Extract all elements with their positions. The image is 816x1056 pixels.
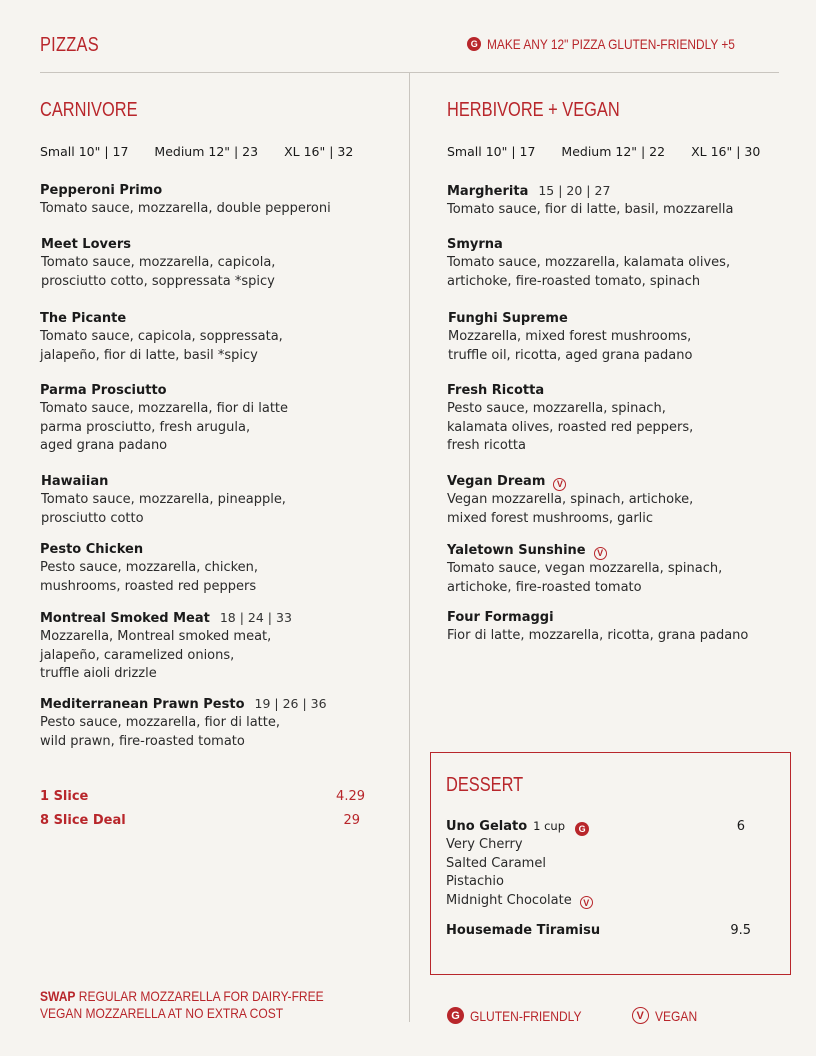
item-desc: Pesto sauce, mozzarella, spinach, — [447, 401, 666, 416]
item-name: Parma Prosciutto — [40, 383, 167, 398]
item-name-text: Margherita — [447, 184, 529, 199]
vegan-icon: V — [580, 896, 593, 909]
item-name: The Picante — [40, 311, 127, 326]
carnivore-title: CARNIVORE — [40, 99, 138, 121]
item-desc: jalapeño, caramelized onions, — [40, 647, 235, 663]
herbivore-size-xl: XL 16" | 30 — [691, 144, 761, 159]
gluten-friendly-icon: G — [467, 37, 481, 51]
item-desc: prosciutto cotto, soppressata *spicy — [41, 273, 275, 289]
menu-item-pesto-chicken — [40, 541, 380, 596]
page-title: PIZZAS — [40, 34, 99, 56]
slice-deal-price: 29 — [343, 813, 360, 828]
item-desc: aged grana padano — [40, 438, 168, 453]
item-name: Hawaiian — [41, 474, 109, 489]
item-name: Fresh Ricotta — [447, 383, 545, 398]
item-desc: Vegan mozzarella, spinach, artichoke, — [447, 492, 694, 507]
item-desc: mushrooms, roasted red peppers — [40, 578, 257, 594]
item-name: Meet Lovers — [41, 237, 131, 252]
item-desc: Tomato sauce, fior di latte, basil, mozzarella — [447, 202, 734, 217]
menu-item-fresh-ricotta — [447, 382, 787, 456]
menu-item-margherita — [447, 182, 787, 220]
menu-item-montreal-smoked-meat — [40, 609, 380, 684]
gluten-friendly-note — [467, 36, 779, 52]
herbivore-size-medium: Medium 12" | 22 — [561, 144, 666, 159]
swap-note-text: REGULAR MOZZARELLA FOR DAIRY-FREE VEGAN MOZZARELLA AT NO EXTRA COST — [40, 988, 324, 1021]
item-name-text: Montreal Smoked Meat — [40, 611, 210, 626]
menu-item-smyrna — [447, 236, 787, 291]
item-desc: wild prawn, fire-roasted tomato — [40, 733, 245, 749]
item-desc: fresh ricotta — [447, 438, 526, 453]
vegan-icon: V — [632, 1007, 649, 1024]
item-name: Funghi Supreme — [448, 311, 568, 326]
carnivore-size-small: Small 10" | 17 — [40, 144, 129, 159]
dessert-name: Housemade Tiramisu — [446, 923, 601, 938]
herbivore-size-small: Small 10" | 17 — [447, 144, 536, 159]
menu-item-parma-prosciutto — [40, 382, 380, 456]
item-desc: Pesto sauce, mozzarella, chicken, — [40, 560, 259, 575]
item-desc: artichoke, fire-roasted tomato — [447, 579, 642, 595]
menu-item-pepperoni-primo — [40, 182, 380, 219]
gluten-friendly-icon: G — [447, 1007, 464, 1024]
item-name-text: Yaletown Sunshine — [447, 543, 586, 558]
flavor-name: Midnight Chocolate — [446, 892, 572, 908]
item-name: Four Formaggi — [447, 610, 554, 625]
item-desc: Tomato sauce, vegan mozzarella, spinach, — [447, 561, 723, 576]
item-desc: truffle aioli drizzle — [40, 666, 157, 681]
legend-label: VEGAN — [654, 1007, 697, 1024]
herbivore-title: HERBIVORE + VEGAN — [447, 99, 620, 121]
flavor-item: Very Cherry — [446, 837, 523, 852]
item-desc: Tomato sauce, mozzarella, double pepperoni — [40, 201, 331, 216]
item-name: Pepperoni Primo — [40, 183, 163, 198]
item-name-text: Mediterranean Prawn Pesto — [40, 697, 245, 712]
item-desc: Mozzarella, Montreal smoked meat, — [40, 629, 272, 644]
item-price: 15 | 20 | 27 — [538, 183, 611, 198]
carnivore-size-xl: XL 16" | 32 — [284, 144, 354, 159]
slice-price: 4.29 — [336, 789, 365, 804]
flavor-item: Pistachio — [446, 874, 504, 889]
item-desc: Tomato sauce, capicola, soppressata, — [40, 329, 283, 344]
menu-item-yaletown-sunshine — [447, 542, 787, 597]
slice-label: 1 Slice — [40, 789, 89, 804]
menu-item-four-formaggi — [447, 609, 787, 646]
item-name — [40, 609, 380, 628]
item-desc: jalapeño, fior di latte, basil *spicy — [40, 347, 258, 363]
item-desc: Tomato sauce, mozzarella, pineapple, — [41, 492, 286, 507]
carnivore-size-medium: Medium 12" | 23 — [154, 144, 259, 159]
dessert-box — [430, 752, 791, 975]
column-divider — [409, 72, 410, 1022]
dessert-title: DESSERT — [446, 774, 524, 796]
item-name-text: Vegan Dream — [447, 474, 546, 489]
dessert-price: 6 — [736, 819, 745, 834]
flavor-item-vegan — [446, 892, 593, 911]
flavor-item: Salted Caramel — [446, 855, 546, 871]
swap-mozzarella-note — [40, 988, 350, 1022]
menu-item-funghi-supreme — [448, 310, 788, 365]
herbivore-sizes — [447, 144, 782, 159]
dessert-price: 9.5 — [730, 923, 751, 938]
item-price: 19 | 26 | 36 — [254, 696, 327, 711]
menu-item-the-picante — [40, 310, 380, 365]
item-name — [447, 182, 787, 201]
menu-item-hawaiian — [41, 473, 381, 528]
item-name — [447, 473, 787, 491]
legend — [447, 1007, 734, 1024]
item-desc: Pesto sauce, mozzarella, fior di latte, — [40, 715, 280, 730]
item-desc: Tomato sauce, mozzarella, fior di latte — [40, 401, 289, 416]
item-name: Smyrna — [447, 237, 503, 252]
dessert-item-gelato — [446, 819, 589, 836]
vegan-icon: V — [594, 547, 607, 560]
swap-note-bold: SWAP — [40, 988, 76, 1004]
item-desc: Tomato sauce, mozzarella, kalamata olives, — [447, 255, 731, 270]
item-name — [447, 542, 787, 560]
dessert-name: Uno Gelato — [446, 819, 528, 834]
vegan-icon: V — [553, 478, 566, 491]
menu-item-mediterranean-prawn-pesto — [40, 695, 380, 751]
item-desc: kalamata olives, roasted red peppers, — [447, 419, 694, 435]
gluten-friendly-icon: G — [575, 822, 589, 836]
slice-deal-label: 8 Slice Deal — [40, 813, 126, 828]
item-name: Pesto Chicken — [40, 542, 144, 557]
legend-label: GLUTEN-FRIENDLY — [470, 1007, 582, 1024]
carnivore-sizes — [40, 144, 375, 159]
item-name — [40, 695, 380, 714]
gelato-flavors — [446, 836, 593, 910]
item-desc: Fior di latte, mozzarella, ricotta, grana padano — [447, 628, 749, 643]
item-price: 18 | 24 | 33 — [219, 610, 292, 625]
menu-item-vegan-dream — [447, 473, 787, 528]
item-desc: truffle oil, ricotta, aged grana padano — [448, 347, 693, 363]
item-desc: Mozzarella, mixed forest mushrooms, — [448, 329, 692, 344]
item-desc: parma prosciutto, fresh arugula, — [40, 419, 251, 435]
item-desc: prosciutto cotto — [41, 510, 144, 526]
legend-gluten-friendly — [447, 1007, 600, 1024]
dessert-item-tiramisu — [446, 923, 600, 938]
gluten-friendly-note-text: MAKE ANY 12" PIZZA GLUTEN-FRIENDLY +5 — [487, 36, 736, 52]
menu-item-meet-lovers — [41, 236, 381, 291]
dessert-size: 1 cup — [533, 819, 566, 833]
item-desc: mixed forest mushrooms, garlic — [447, 510, 654, 526]
item-desc: Tomato sauce, mozzarella, capicola, — [41, 255, 276, 270]
item-desc: artichoke, fire-roasted tomato, spinach — [447, 273, 701, 289]
legend-vegan — [632, 1007, 704, 1024]
